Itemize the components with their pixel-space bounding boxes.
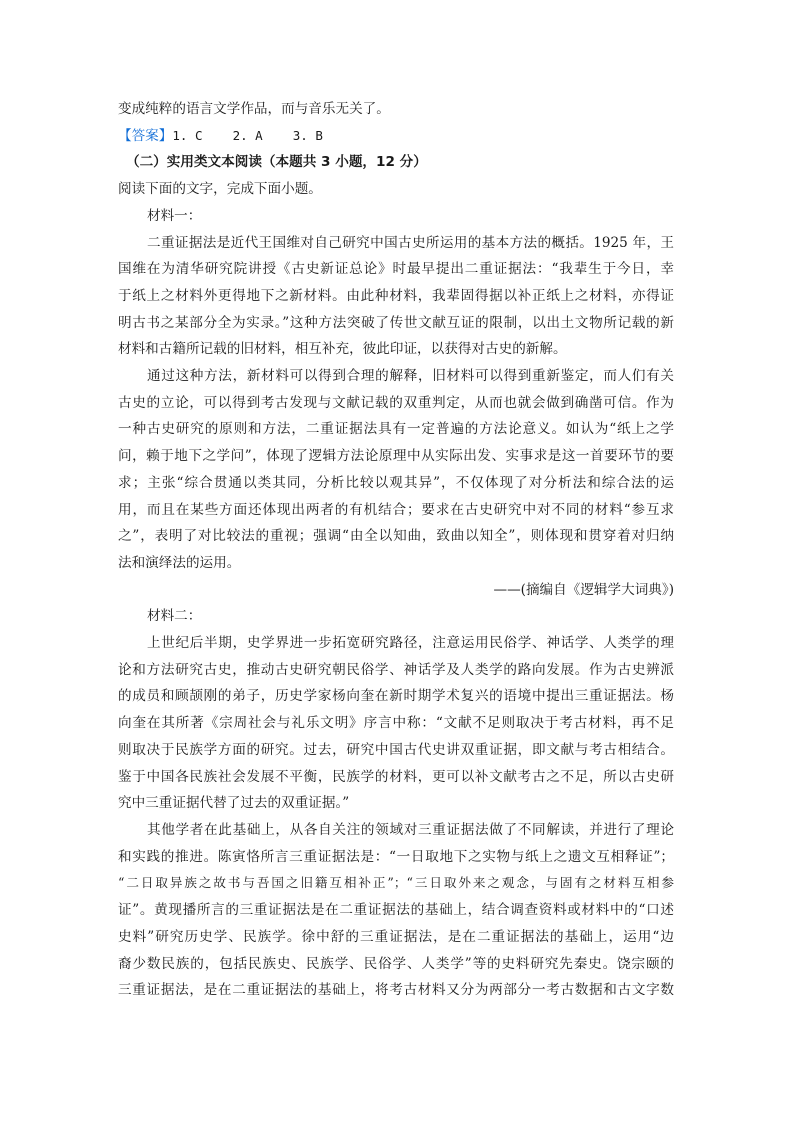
paragraph-line: 明古书之某部分全为实录。”这种方法突破了传世文献互证的限制，以出土文物所记载的新 <box>118 314 674 331</box>
paragraph-line: 的成员和顾颉刚的弟子，历史学家杨向奎在新时期学术复兴的语境中提出三重证据法。杨 <box>118 688 674 705</box>
paragraph-line: 证”。黄现播所言的三重证据法是在二重证据法的基础上，结合调查资料或材料中的“口述 <box>118 902 674 919</box>
paragraph-line: 二重证据法是近代王国维对自己研究中国古史所运用的基本方法的概括。1925 年，王 <box>147 234 674 251</box>
paragraph-line: 上世纪后半期，史学界进一步拓宽研究路径，注意运用民俗学、神话学、人类学的理 <box>147 635 674 652</box>
answer-label: 【答案】 <box>118 127 173 144</box>
paragraph-line: 一种古史研究的原则和方法，二重证据法具有一定普遍的方法论意义。如认为“纸上之学 <box>118 421 674 438</box>
answer-line <box>118 123 674 150</box>
paragraph-line: 论和方法研究古史，推动古史研究朝民俗学、神话学及人类学的路向发展。作为古史辨派 <box>118 661 674 678</box>
paragraph-line: 裔少数民族的，包括民族史、民族学、民俗学、人类学”等的史料研究先秦史。饶宗颐的 <box>118 955 674 972</box>
answer-values: 1. C 2. A 3. B <box>172 127 323 143</box>
paragraph-line: 用，而且在某些方面还体现出两者的有机结合；要求在古史研究中对不同的材料“参互求 <box>118 501 674 518</box>
source-citation: ——(摘编自《逻辑学大词典》) <box>493 581 674 598</box>
text-line: 变成纯粹的语言文学作品，而与音乐无关了。 <box>118 101 390 117</box>
paragraph-line: 国维在为清华研究院讲授《古史新证总论》时最早提出二重证据法：“我辈生于今日，幸 <box>118 261 674 278</box>
material-one-title: 材料一： <box>147 207 202 224</box>
paragraph-line: 于纸上之材料外更得地下之新材料。由此种材料，我辈固得据以补正纸上之材料，亦得证 <box>118 287 674 304</box>
document-page <box>118 96 674 1004</box>
paragraph-line: 究中三重证据代替了过去的双重证据。” <box>118 795 350 812</box>
paragraph-line: 材料和古籍所记载的旧材料，相互补充，彼此印证，以获得对古史的新解。 <box>118 341 567 358</box>
paragraph-line: 之”，表明了对比较法的重视；强调“由全以知曲，致曲以知全”，则体现和贯穿着对归纳 <box>118 528 674 545</box>
paragraph-line: 法和演绎法的运用。 <box>118 554 241 571</box>
paragraph-line: 通过这种方法，新材料可以得到合理的解释，旧材料可以得到重新鉴定，而人们有关 <box>147 368 674 385</box>
paragraph-line: 和实践的推进。陈寅恪所言三重证据法是：“一日取地下之实物与纸上之遗文互相释证”； <box>118 848 674 865</box>
paragraph-line: 鉴于中国各民族社会发展不平衡，民族学的材料，更可以补文献考古之不足，所以古史研 <box>118 768 674 785</box>
paragraph-line: “二日取异族之故书与吾国之旧籍互相补正”；“三日取外来之观念，与固有之材料互相参 <box>118 875 674 891</box>
paragraph-line: 问，赖于地下之学问”，体现了逻辑方法论原理中从实际出发、实事求是这一首要环节的要 <box>118 448 674 465</box>
section-title: （二）实用类文本阅读（本题共 3 小题，12 分） <box>126 154 427 171</box>
paragraph-line: 三重证据法，是在二重证据法的基础上，将考古材料又分为两部分一考古数据和古文字数 <box>118 982 674 999</box>
material-two-title: 材料二： <box>147 608 202 625</box>
paragraph-line: 古史的立论，可以得到考古发现与文献记载的双重判定，从而也就会做到确凿可信。作为 <box>118 394 674 411</box>
paragraph-line: 其他学者在此基础上，从各自关注的领域对三重证据法做了不同解读，并进行了理论 <box>147 821 674 838</box>
paragraph-line: 则取决于民族学方面的研究。过去，研究中国古代史讲双重证据，即文献与考古相结合。 <box>118 741 674 758</box>
paragraph-line: 求；主张“综合贯通以类其同，分析比较以观其异”，不仅体现了对分析法和综合法的运 <box>118 474 674 491</box>
instruction-line: 阅读下面的文字，完成下面小题。 <box>118 181 322 198</box>
paragraph-line: 史料”研究历史学、民族学。徐中舒的三重证据法，是在二重证据法的基础上，运用“边 <box>118 928 674 945</box>
paragraph-line: 向奎在其所著《宗周社会与礼乐文明》序言中称：“文献不足则取决于考古材料，再不足 <box>118 715 674 732</box>
